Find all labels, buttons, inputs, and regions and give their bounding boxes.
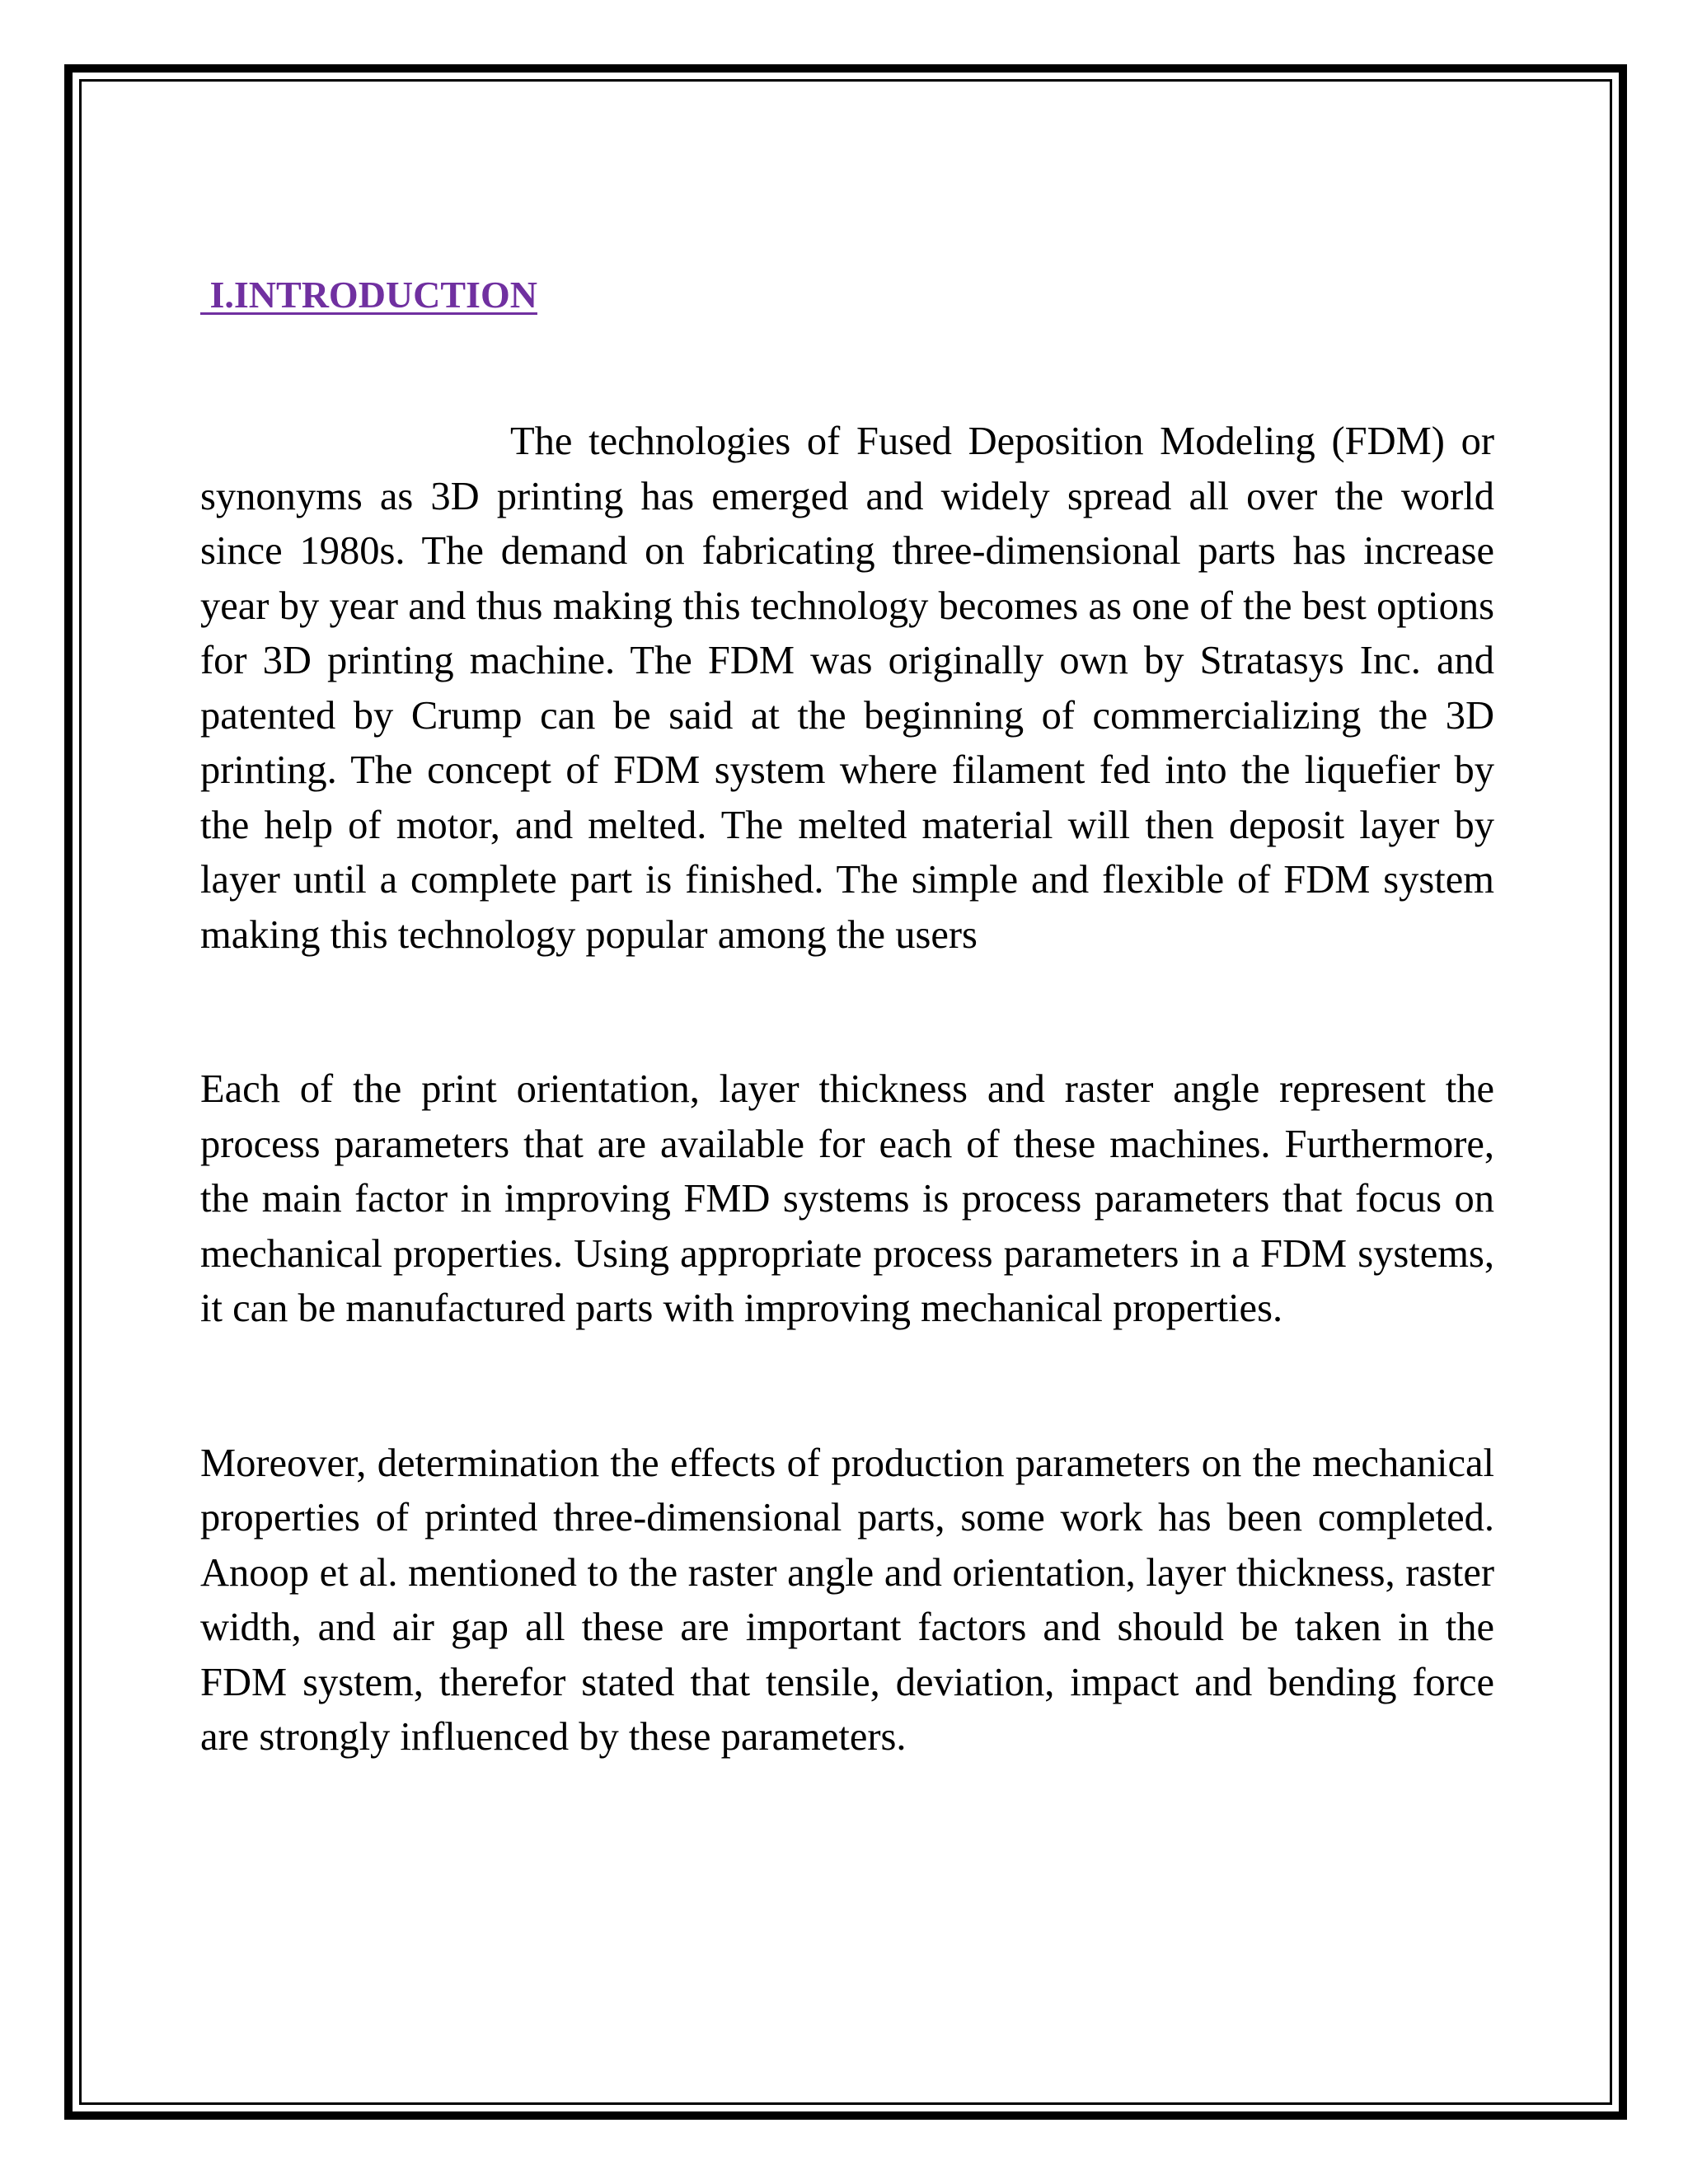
paragraph-2: Each of the print orientation, layer thickness and raster angle represent the process parameters that are available for each of these machines. Furthermore, the main factor in improving FMD systems is process parameters that focus on mechanical properties. Using appropriate process parameters in a FDM systems, it can be manufactured parts with improving mechanical properties. [200, 1067, 1494, 1331]
paragraph-1: The technologies of Fused Deposition Modeling (FDM) or synonyms as 3D printing has emerged and widely spread all over the world since 1980s. The demand on fabricating three-dimensional parts has increase year by year and thus making this technology becomes as one of the best options for 3D printing machine. The FDM was originally own by Stratasys Inc. and patented by Crump can be said at the beginning of commercializing the 3D printing. The concept of FDM system where filament fed into the liquefier by the help of motor, and melted. The melted material will then deposit layer by layer until a complete part is finished. The simple and flexible of FDM system making this technology popular among the users [200, 419, 1494, 957]
document-body [200, 272, 1494, 1765]
paragraph-3: Moreover, determination the effects of production parameters on the mechanical properties of printed three-dimensional parts, some work has been completed. Anoop et al. mentioned to the raster angle and orientation, layer thickness, raster width, and air gap all these are important factors and should be taken in the FDM system, therefor stated that tensile, deviation, impact and bending force are strongly influenced by these parameters. [200, 1441, 1494, 1760]
section-heading: I.INTRODUCTION [200, 274, 537, 316]
